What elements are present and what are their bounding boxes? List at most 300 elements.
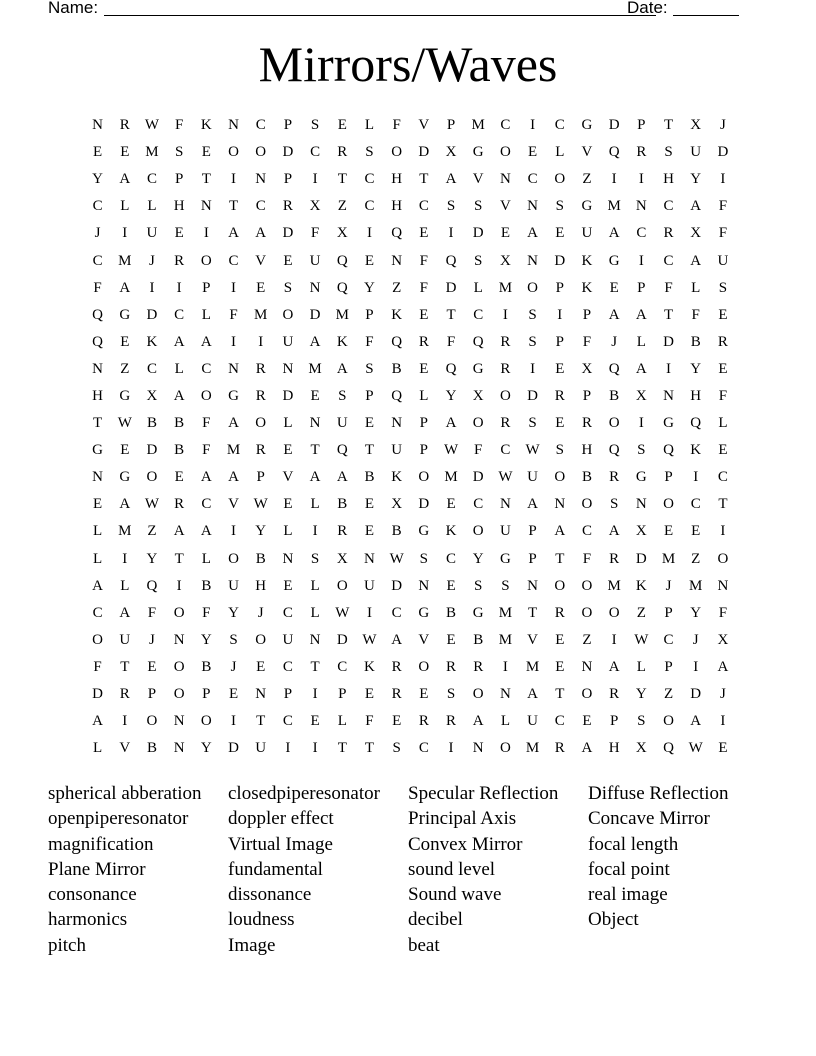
grid-letter: N — [472, 740, 484, 757]
grid-letter: O — [200, 252, 212, 269]
grid-letter: T — [120, 658, 130, 675]
grid-letter: G — [499, 550, 511, 567]
grid-letter: C — [282, 658, 293, 675]
grid-letter: N — [391, 415, 403, 432]
grid-letter: S — [229, 631, 238, 648]
grid-letter: H — [391, 171, 403, 188]
grid-letter: C — [146, 171, 157, 188]
word-list-item: loudness — [228, 909, 295, 931]
grid-letter: X — [635, 387, 647, 404]
grid-letter: A — [200, 469, 212, 486]
grid-letter: Z — [636, 604, 646, 621]
grid-letter: B — [201, 577, 212, 594]
grid-row — [84, 464, 744, 491]
grid-letter: T — [310, 658, 320, 675]
grid-letter: I — [611, 171, 617, 188]
grid-letter: R — [391, 658, 402, 675]
grid-letter: N — [635, 496, 647, 513]
grid-letter: E — [528, 144, 538, 161]
grid-letter: N — [527, 252, 539, 269]
grid-letter: J — [719, 117, 726, 134]
grid-letter: R — [174, 496, 185, 513]
grid-letter: N — [499, 171, 511, 188]
grid-letter: N — [717, 577, 729, 594]
grid-letter: V — [527, 631, 539, 648]
grid-letter: Y — [255, 523, 267, 540]
grid-letter: D — [472, 225, 484, 242]
grid-letter: O — [391, 144, 403, 161]
grid-letter: B — [391, 360, 402, 377]
grid-letter: Z — [147, 523, 157, 540]
grid-letter: O — [255, 144, 267, 161]
grid-letter: F — [718, 387, 728, 404]
grid-letter: E — [718, 442, 728, 459]
word-list-item: fundamental — [228, 858, 323, 880]
grid-letter: A — [445, 171, 457, 188]
grid-letter: G — [635, 469, 647, 486]
grid-letter: E — [691, 523, 701, 540]
grid-letter: E — [446, 631, 456, 648]
grid-letter: A — [173, 387, 185, 404]
grid-letter: I — [203, 225, 209, 242]
grid-letter: A — [228, 225, 239, 242]
grid-letter: M — [471, 117, 485, 134]
grid-letter: I — [366, 225, 372, 242]
grid-letter: C — [636, 225, 647, 242]
grid-letter: A — [228, 415, 239, 432]
grid-letter: G — [119, 387, 131, 404]
grid-letter: T — [446, 306, 456, 323]
grid-letter: O — [173, 604, 185, 621]
grid-letter: I — [176, 279, 182, 296]
grid-letter: E — [93, 144, 103, 161]
grid-letter: C — [663, 252, 674, 269]
grid-letter: D — [635, 550, 647, 567]
grid-letter: W — [389, 550, 404, 567]
grid-letter: E — [283, 577, 293, 594]
grid-letter: E — [283, 442, 293, 459]
grid-letter: V — [228, 496, 239, 513]
grid-letter: C — [201, 360, 212, 377]
grid-letter: S — [474, 198, 483, 215]
grid-letter: E — [93, 496, 103, 513]
grid-letter: E — [174, 225, 184, 242]
grid-letter: C — [418, 740, 429, 757]
grid-letter: D — [282, 387, 294, 404]
grid-letter: U — [527, 469, 539, 486]
grid-letter: Z — [120, 360, 130, 377]
grid-letter: A — [608, 523, 620, 540]
grid-letter: C — [282, 604, 293, 621]
grid-row — [84, 383, 744, 410]
grid-letter: T — [174, 550, 184, 567]
grid-letter: A — [92, 577, 104, 594]
grid-letter: W — [498, 469, 513, 486]
grid-letter: Z — [392, 279, 402, 296]
grid-letter: N — [527, 577, 539, 594]
grid-letter: F — [664, 279, 673, 296]
grid-letter: E — [419, 360, 429, 377]
grid-letter: W — [117, 415, 132, 432]
grid-letter: A — [309, 469, 321, 486]
grid-letter: A — [690, 252, 702, 269]
grid-letter: O — [282, 306, 294, 323]
grid-letter: W — [443, 442, 459, 459]
grid-letter: O — [200, 713, 212, 730]
grid-letter: N — [527, 198, 539, 215]
name-label: Name: — [48, 0, 99, 17]
grid-letter: G — [119, 306, 131, 323]
grid-letter: I — [122, 550, 128, 567]
grid-row — [84, 600, 744, 627]
grid-letter: L — [174, 360, 184, 377]
grid-letter: R — [609, 550, 620, 567]
grid-letter: M — [226, 442, 241, 459]
grid-letter: E — [364, 252, 375, 269]
grid-letter: F — [93, 658, 102, 675]
grid-letter: O — [499, 144, 511, 161]
grid-letter: R — [446, 658, 457, 675]
grid-letter: K — [445, 523, 457, 540]
grid-letter: Y — [472, 550, 484, 567]
grid-letter: E — [555, 631, 565, 648]
grid-letter: H — [608, 740, 620, 757]
grid-letter: D — [472, 469, 484, 486]
grid-letter: M — [308, 360, 322, 377]
grid-letter: P — [283, 117, 293, 134]
grid-letter: O — [146, 713, 158, 730]
grid-letter: E — [392, 713, 402, 730]
grid-letter: V — [119, 740, 131, 757]
grid-letter: N — [581, 658, 593, 675]
grid-letter: E — [120, 144, 130, 161]
grid-letter: F — [691, 306, 700, 323]
grid-letter: L — [636, 658, 646, 675]
grid-letter: O — [581, 577, 593, 594]
grid-letter: Q — [336, 252, 348, 269]
grid-letter: P — [256, 469, 265, 486]
grid-letter: R — [255, 387, 266, 404]
grid-letter: O — [499, 740, 511, 757]
grid-letter: F — [202, 442, 211, 459]
word-list-item: closedpiperesonator — [228, 783, 380, 804]
grid-letter: W — [144, 117, 160, 134]
grid-letter: I — [638, 415, 644, 432]
grid-letter: D — [690, 686, 702, 703]
grid-letter: R — [119, 117, 130, 134]
grid-letter: S — [446, 686, 456, 703]
grid-letter: Q — [92, 333, 104, 350]
grid-letter: S — [718, 279, 728, 296]
grid-letter: P — [174, 171, 184, 188]
word-list-item: sound level — [408, 858, 496, 880]
grid-letter: V — [472, 171, 484, 188]
grid-letter: H — [255, 577, 267, 594]
grid-letter: I — [258, 333, 264, 350]
grid-letter: A — [119, 171, 131, 188]
grid-letter: E — [555, 225, 565, 242]
grid-letter: Z — [663, 686, 674, 703]
grid-letter: I — [122, 713, 128, 730]
grid-letter: A — [472, 713, 484, 730]
grid-letter: L — [310, 604, 320, 621]
grid-row — [84, 573, 744, 600]
grid-letter: C — [663, 631, 674, 648]
grid-letter: C — [92, 252, 103, 269]
grid-letter: G — [663, 415, 674, 432]
grid-letter: M — [525, 740, 540, 757]
grid-letter: N — [663, 387, 674, 404]
grid-letter: C — [473, 306, 484, 323]
word-list-item: Object — [588, 909, 639, 931]
grid-letter: Q — [445, 252, 457, 269]
grid-letter: I — [448, 740, 454, 757]
grid-letter: T — [364, 442, 375, 459]
grid-letter: B — [391, 523, 402, 540]
grid-letter: U — [282, 631, 294, 648]
grid-letter: L — [93, 550, 103, 567]
grid-letter: I — [285, 740, 291, 757]
grid-letter: Q — [391, 387, 403, 404]
grid-letter: X — [146, 387, 158, 404]
grid-letter: D — [418, 496, 430, 513]
grid-letter: B — [255, 550, 266, 567]
grid-letter: Q — [690, 415, 702, 432]
grid-letter: F — [202, 604, 211, 621]
grid-row — [84, 654, 744, 681]
grid-letter: O — [336, 577, 348, 594]
grid-letter: C — [282, 713, 293, 730]
grid-letter: A — [608, 306, 620, 323]
grid-letter: N — [228, 117, 239, 134]
grid-letter: V — [418, 631, 430, 648]
grid-letter: I — [312, 740, 318, 757]
grid-letter: T — [256, 713, 266, 730]
grid-letter: L — [691, 279, 701, 296]
grid-letter: O — [200, 387, 212, 404]
grid-letter: E — [419, 686, 429, 703]
grid-letter: O — [255, 415, 267, 432]
grid-letter: J — [149, 252, 155, 269]
grid-letter: A — [581, 740, 593, 757]
grid-letter: G — [92, 442, 104, 459]
grid-letter: E — [256, 658, 266, 675]
grid-letter: Q — [663, 442, 674, 459]
grid-letter: E — [582, 713, 592, 730]
grid-letter: C — [255, 198, 266, 215]
grid-letter: N — [92, 117, 104, 134]
grid-letter: N — [635, 198, 647, 215]
grid-letter: L — [337, 713, 347, 730]
grid-letter: K — [581, 252, 593, 269]
grid-letter: G — [581, 117, 593, 134]
grid-letter: O — [418, 469, 430, 486]
grid-letter: A — [527, 225, 539, 242]
grid-letter: T — [337, 740, 347, 757]
grid-letter: F — [365, 333, 374, 350]
grid-letter: O — [418, 658, 430, 675]
grid-letter: T — [228, 198, 239, 215]
grid-letter: C — [174, 306, 185, 323]
grid-letter: C — [446, 550, 457, 567]
grid-letter: F — [718, 604, 728, 621]
grid-letter: M — [689, 577, 703, 594]
grid-letter: G — [472, 144, 484, 161]
grid-letter: J — [665, 577, 672, 594]
grid-letter: L — [283, 415, 293, 432]
grid-letter: U — [499, 523, 511, 540]
word-list-item: Diffuse Reflection — [588, 783, 729, 804]
grid-letter: G — [581, 198, 593, 215]
grid-letter: U — [309, 252, 321, 269]
grid-letter: N — [92, 469, 104, 486]
grid-letter: O — [92, 631, 104, 648]
grid-letter: K — [391, 469, 403, 486]
grid-letter: D — [391, 577, 403, 594]
word-list-item: Sound wave — [408, 884, 502, 906]
grid-letter: R — [717, 333, 728, 350]
grid-letter: R — [255, 442, 266, 459]
grid-letter: G — [418, 523, 430, 540]
grid-row — [84, 491, 744, 518]
grid-letter: D — [554, 252, 566, 269]
grid-letter: X — [336, 550, 348, 567]
word-list-item: doppler effect — [228, 808, 334, 830]
grid-letter: E — [120, 333, 130, 350]
grid-letter: P — [283, 171, 293, 188]
grid-letter: Q — [336, 442, 348, 459]
grid-letter: I — [312, 523, 318, 540]
grid-letter: X — [336, 225, 348, 242]
grid-letter: L — [93, 523, 103, 540]
grid-letter: E — [120, 442, 130, 459]
grid-letter: I — [638, 171, 644, 188]
grid-letter: Y — [228, 604, 239, 621]
grid-letter: P — [365, 387, 374, 404]
grid-letter: A — [119, 279, 131, 296]
grid-letter: I — [231, 523, 237, 540]
grid-letter: M — [498, 604, 513, 621]
grid-letter: R — [174, 252, 185, 269]
grid-letter: E — [364, 415, 375, 432]
grid-letter: E — [364, 496, 375, 513]
grid-letter: C — [364, 198, 375, 215]
grid-letter: S — [637, 442, 646, 459]
grid-letter: S — [474, 252, 483, 269]
grid-letter: B — [690, 333, 701, 350]
grid-letter: F — [474, 442, 483, 459]
grid-letter: N — [173, 740, 185, 757]
grid-letter: E — [337, 117, 347, 134]
grid-letter: M — [254, 306, 268, 323]
grid-row — [84, 275, 744, 302]
grid-letter: I — [231, 713, 237, 730]
grid-letter: X — [635, 523, 647, 540]
grid-row — [84, 681, 744, 708]
grid-letter: H — [690, 387, 702, 404]
grid-letter: U — [717, 252, 729, 269]
grid-letter: B — [201, 658, 212, 675]
grid-letter: Z — [337, 198, 347, 215]
grid-letter: C — [554, 713, 565, 730]
grid-letter: P — [446, 117, 456, 134]
grid-letter: T — [93, 415, 103, 432]
grid-letter: O — [663, 496, 674, 513]
date-blank-line — [673, 15, 739, 16]
grid-letter: P — [365, 306, 374, 323]
grid-letter: D — [717, 144, 729, 161]
grid-letter: P — [582, 387, 592, 404]
grid-letter: P — [147, 686, 157, 703]
grid-letter: O — [228, 550, 239, 567]
grid-letter: U — [119, 631, 131, 648]
grid-letter: P — [283, 686, 293, 703]
grid-letter: E — [446, 577, 456, 594]
grid-row — [84, 139, 744, 166]
grid-letter: R — [609, 686, 620, 703]
grid-letter: L — [283, 523, 293, 540]
grid-letter: S — [392, 740, 401, 757]
word-list-item: Image — [228, 934, 276, 956]
grid-letter: F — [93, 279, 102, 296]
grid-letter: A — [255, 225, 267, 242]
grid-letter: A — [336, 360, 348, 377]
grid-letter: W — [362, 631, 377, 648]
grid-row — [84, 410, 744, 437]
grid-letter: F — [582, 333, 592, 350]
grid-letter: N — [499, 496, 511, 513]
grid-letter: W — [144, 496, 160, 513]
grid-letter: I — [530, 360, 536, 377]
grid-letter: C — [391, 604, 402, 621]
word-list-item: dissonance — [228, 884, 312, 906]
grid-letter: E — [174, 469, 184, 486]
grid-letter: B — [446, 604, 457, 621]
grid-letter: M — [525, 658, 540, 675]
grid-letter: A — [635, 360, 647, 377]
grid-letter: A — [690, 198, 702, 215]
grid-letter: S — [283, 279, 293, 296]
grid-letter: R — [473, 658, 484, 675]
grid-letter: O — [255, 631, 267, 648]
grid-letter: D — [92, 686, 104, 703]
grid-letter: S — [637, 713, 646, 730]
grid-letter: I — [502, 658, 508, 675]
grid-letter: N — [309, 415, 321, 432]
grid-letter: E — [718, 306, 728, 323]
grid-letter: N — [228, 360, 239, 377]
grid-letter: I — [312, 686, 318, 703]
grid-letter: N — [309, 631, 321, 648]
grid-letter: A — [92, 713, 104, 730]
grid-letter: R — [119, 686, 130, 703]
grid-letter: N — [309, 279, 321, 296]
grid-letter: Q — [445, 360, 457, 377]
grid-letter: G — [472, 604, 484, 621]
grid-letter: R — [446, 713, 457, 730]
grid-letter: K — [200, 117, 212, 134]
grid-letter: A — [635, 306, 647, 323]
grid-letter: T — [555, 550, 565, 567]
grid-letter: V — [418, 117, 430, 134]
grid-letter: N — [255, 171, 267, 188]
grid-letter: U — [228, 577, 239, 594]
grid-letter: K — [581, 279, 593, 296]
word-list-item: Principal Axis — [408, 808, 517, 830]
grid-letter: E — [310, 387, 320, 404]
grid-letter: O — [472, 415, 484, 432]
grid-letter: E — [364, 686, 375, 703]
